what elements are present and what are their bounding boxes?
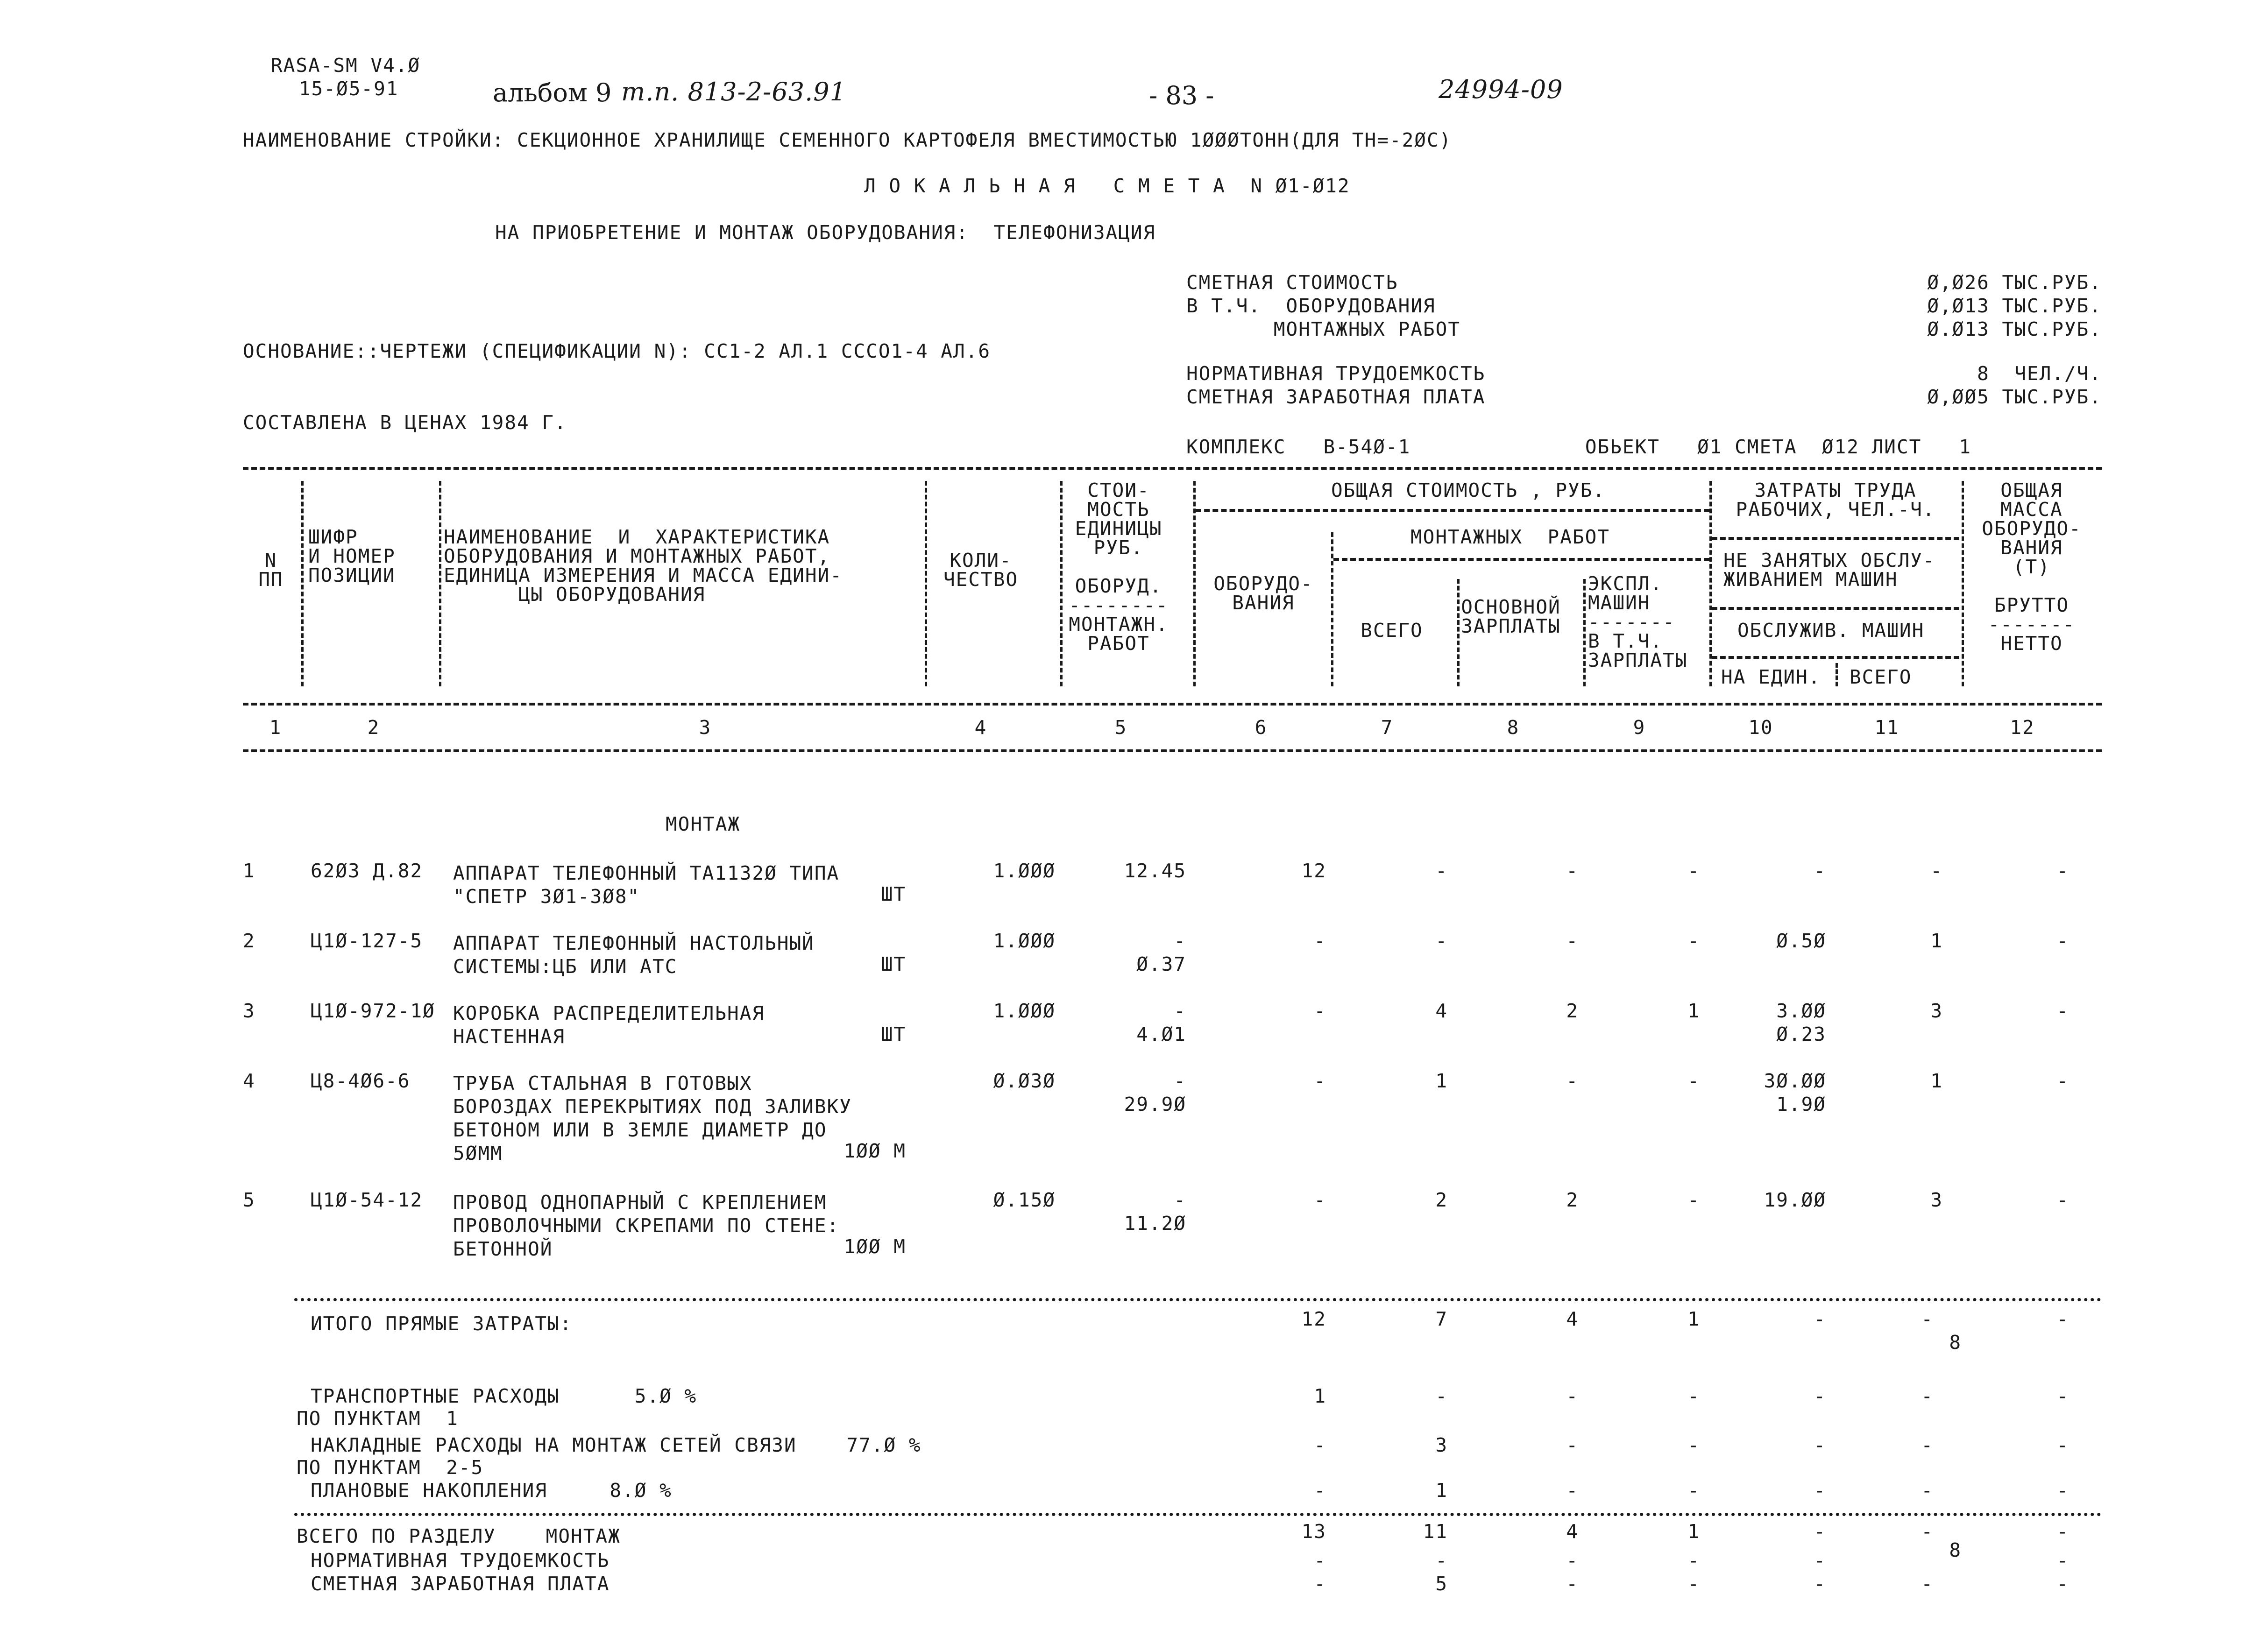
row-c9: - [1687, 860, 1700, 882]
total-c7: 11 [1423, 1520, 1448, 1543]
row-name: АППАРАТ ТЕЛЕФОННЫЙ НАСТОЛЬНЫЙ СИСТЕМЫ:ЦБ ИЛИ АТС [453, 932, 815, 978]
total-label: ПЛАНОВЫЕ НАКОПЛЕНИЯ 8.Ø % [311, 1479, 672, 1502]
row-c6: - [1314, 930, 1326, 952]
row-c10: 3.ØØ [1776, 1000, 1826, 1022]
row-number: 2 [243, 930, 255, 952]
row-price-equipment: - [1174, 1070, 1186, 1092]
total-c8: - [1566, 1549, 1579, 1572]
col-header-servicing: ОБСЛУЖИВ. МАШИН [1737, 619, 1925, 642]
table-row [0, 1191, 2268, 1270]
row-price-mont: 29.9Ø [1124, 1093, 1186, 1115]
row-c7: 2 [1435, 1189, 1448, 1211]
total-c12: - [2056, 1308, 2069, 1330]
col-divider [1193, 481, 1196, 686]
row-c8: 2 [1566, 1189, 1579, 1211]
row-c10b: 1.9Ø [1776, 1093, 1826, 1115]
rule-line [1712, 607, 1959, 610]
column-number: 2 [367, 716, 380, 739]
row-code: Ц1Ø-972-1Ø [311, 1000, 435, 1022]
row-code: Ц1Ø-127-5 [311, 930, 423, 952]
row-c11: - [1930, 860, 1943, 882]
prices-line: СОСТАВЛЕНА В ЦЕНАХ 1984 Г. [243, 411, 567, 434]
row-unit: 1ØØ М [843, 1140, 906, 1162]
program-version: RASA-SM V4.Ø [271, 54, 421, 77]
rule-line [1196, 509, 1709, 512]
col-divider [439, 481, 441, 686]
section-title: МОНТАЖ [666, 813, 741, 835]
row-c10: - [1814, 860, 1826, 882]
total-label: НОРМАТИВНАЯ ТРУДОЕМКОСТЬ [311, 1549, 610, 1572]
col-header-total: ВСЕГО [1361, 619, 1423, 642]
row-c8: - [1566, 860, 1579, 882]
dotted-rule [294, 1513, 2102, 1516]
total-sub-label: ПО ПУНКТАМ 2-5 [297, 1456, 484, 1479]
total-c11-value: 8 [1949, 1331, 1962, 1354]
total-c9: 1 [1687, 1520, 1700, 1543]
row-number: 3 [243, 1000, 255, 1022]
total-c6: - [1314, 1549, 1326, 1572]
row-c12: - [2056, 1189, 2069, 1211]
total-label: СМЕТНАЯ ЗАРАБОТНАЯ ПЛАТА [311, 1573, 610, 1595]
col-header-code: ШИФР И НОМЕР ПОЗИЦИИ [308, 526, 396, 586]
row-price-equipment: 12.45 [1124, 860, 1186, 882]
total-c10: - [1814, 1573, 1826, 1595]
summary-value: 8 ЧЕЛ./Ч. [1977, 362, 2102, 385]
rule-line [243, 703, 2102, 706]
total-c11: - [1921, 1385, 1934, 1407]
row-c6: 12 [1301, 860, 1326, 882]
total-c6: - [1314, 1434, 1326, 1456]
col-divider [1962, 481, 1964, 686]
row-c8: 2 [1566, 1000, 1579, 1022]
column-number: 12 [2010, 716, 2035, 739]
total-c9: 1 [1687, 1308, 1700, 1330]
col-header-n: N ПП [258, 549, 284, 591]
total-c7: 1 [1435, 1479, 1448, 1502]
column-number: 9 [1633, 716, 1646, 739]
row-c7: - [1435, 930, 1448, 952]
total-c12: - [2056, 1573, 2069, 1595]
total-c6: - [1314, 1479, 1326, 1502]
col-header-mass: ОБЩАЯ МАССА ОБОРУДО- ВАНИЯ (Т) БРУТТО ------- НЕТТО [1982, 479, 2082, 655]
row-c7: 4 [1435, 1000, 1448, 1022]
row-c12: - [2056, 930, 2069, 952]
row-c12: - [2056, 860, 2069, 882]
column-number: 5 [1114, 716, 1127, 739]
table-row [0, 1002, 2268, 1067]
row-name: АППАРАТ ТЕЛЕФОННЫЙ ТА1132Ø ТИПА "СПЕТР 3Ø1-3Ø8" [453, 862, 840, 908]
row-c10: Ø.5Ø [1776, 930, 1826, 952]
total-row-norm [0, 1551, 2268, 1574]
total-row-wage [0, 1574, 2268, 1598]
row-number: 5 [243, 1189, 255, 1211]
column-number: 4 [974, 716, 987, 739]
rule-line [1712, 537, 1959, 540]
total-sub-label: ПО ПУНКТАМ 1 [297, 1407, 459, 1430]
row-c8: - [1566, 1070, 1579, 1092]
row-unit: ШТ [881, 953, 906, 975]
total-c10: - [1814, 1308, 1826, 1330]
total-c9: - [1687, 1573, 1700, 1595]
row-code: 62Ø3 Д.82 [311, 860, 423, 882]
column-number: 11 [1874, 716, 1899, 739]
total-c6: 13 [1301, 1520, 1326, 1543]
total-c12: - [2056, 1479, 2069, 1502]
row-unit: ШТ [881, 883, 906, 905]
row-c9: - [1687, 1189, 1700, 1211]
total-c9: - [1687, 1385, 1700, 1407]
row-qty: 1.ØØØ [993, 930, 1056, 952]
col-divider [1709, 481, 1712, 686]
summary-value: Ø.Ø13 ТЫС.РУБ. [1927, 318, 2102, 340]
col-divider [1583, 579, 1586, 686]
row-price-equipment: - [1174, 1189, 1186, 1211]
summary-value: Ø,ØØ5 ТЫС.РУБ. [1927, 386, 2102, 408]
col-header-not-busy: НЕ ЗАНЯТЫХ ОБСЛУ- ЖИВАНИЕМ МАШИН [1723, 549, 1935, 591]
row-c11: 3 [1930, 1000, 1943, 1022]
row-c10: 3Ø.ØØ [1764, 1070, 1826, 1092]
total-c6: - [1314, 1573, 1326, 1595]
total-c9: - [1687, 1549, 1700, 1572]
total-c10: - [1814, 1434, 1826, 1456]
table-row [0, 931, 2268, 997]
col-header-equipment: ОБОРУДО- ВАНИЯ [1213, 572, 1313, 614]
summary-label: НОРМАТИВНАЯ ТРУДОЕМКОСТЬ [1186, 362, 1486, 385]
col-header-unit-price: СТОИ- МОСТЬ ЕДИНИЦЫ РУБ. ОБОРУД. -------- МОНТАЖН. РАБОТ [1069, 479, 1169, 655]
column-number: 6 [1254, 716, 1268, 739]
row-c9: 1 [1687, 1000, 1700, 1022]
row-c6: - [1314, 1000, 1326, 1022]
row-qty: 1.ØØØ [993, 1000, 1056, 1022]
column-number: 8 [1507, 716, 1520, 739]
total-c10: - [1814, 1385, 1826, 1407]
row-c10b: Ø.23 [1776, 1023, 1826, 1045]
row-price-mont: 11.2Ø [1124, 1212, 1186, 1235]
row-price-equipment: - [1174, 1000, 1186, 1022]
row-qty: 1.ØØØ [993, 860, 1056, 882]
col-header-group-labor: ЗАТРАТЫ ТРУДА РАБОЧИХ, ЧЕЛ.-Ч. [1736, 479, 1935, 521]
summary-value: Ø,Ø26 ТЫС.РУБ. [1927, 271, 2102, 294]
table-row [0, 861, 2268, 927]
estimate-subtitle: НА ПРИОБРЕТЕНИЕ И МОНТАЖ ОБОРУДОВАНИЯ: ТЕЛЕФОНИЗАЦИЯ [495, 221, 1156, 244]
row-c7: 1 [1435, 1070, 1448, 1092]
project-number: т.п. 813-2-63.91 [621, 77, 846, 106]
col-divider [1457, 579, 1460, 686]
total-c8: 4 [1566, 1520, 1579, 1543]
row-price-mont: 4.Ø1 [1136, 1023, 1186, 1045]
row-c9: - [1687, 930, 1700, 952]
col-divider [925, 481, 927, 686]
total-row-plan [0, 1481, 2268, 1504]
summary-label: В Т.Ч. ОБОРУДОВАНИЯ [1186, 295, 1436, 317]
column-number: 1 [269, 716, 282, 739]
total-c12: - [2056, 1549, 2069, 1572]
document-code: 24994-09 [1439, 75, 1563, 104]
total-c11: - [1921, 1520, 1934, 1543]
row-qty: Ø.Ø3Ø [993, 1070, 1056, 1092]
total-c7: 5 [1435, 1573, 1448, 1595]
total-label: ТРАНСПОРТНЫЕ РАСХОДЫ 5.Ø % [311, 1385, 697, 1407]
column-number: 7 [1381, 716, 1394, 739]
summary-value: Ø,Ø13 ТЫС.РУБ. [1927, 295, 2102, 317]
total-c11-value: 8 [1949, 1539, 1962, 1561]
total-row-direct [0, 1308, 2268, 1356]
row-c11: 1 [1930, 1070, 1943, 1092]
row-c11: 3 [1930, 1189, 1943, 1211]
total-c6: 1 [1314, 1385, 1326, 1407]
print-date: 15-Ø5-91 [299, 78, 399, 100]
row-unit: 1ØØ М [843, 1235, 906, 1258]
total-c9: - [1687, 1479, 1700, 1502]
row-code: Ц1Ø-54-12 [311, 1189, 423, 1211]
col-divider [1060, 481, 1063, 686]
col-header-qty: КОЛИ- ЧЕСТВО [943, 549, 1019, 591]
row-unit: ШТ [881, 1023, 906, 1045]
summary-label: СМЕТНАЯ СТОИМОСТЬ [1186, 271, 1398, 294]
row-c12: - [2056, 1070, 2069, 1092]
total-c7: 7 [1435, 1308, 1448, 1330]
total-c7: - [1435, 1549, 1448, 1572]
row-c9: - [1687, 1070, 1700, 1092]
total-c8: - [1566, 1385, 1579, 1407]
estimate-title: Л О К А Л Ь Н А Я С М Е Т А N Ø1-Ø12 [864, 175, 1350, 197]
row-c10: 19.ØØ [1764, 1189, 1826, 1211]
total-c12: - [2056, 1520, 2069, 1543]
dotted-rule [294, 1298, 2102, 1301]
rule-line [1712, 656, 1959, 659]
row-number: 1 [243, 860, 255, 882]
total-c11: - [1921, 1573, 1934, 1595]
total-c6: 12 [1301, 1308, 1326, 1330]
total-c11: - [1921, 1308, 1934, 1330]
col-divider [1836, 663, 1838, 686]
total-c8: - [1566, 1573, 1579, 1595]
total-c12: - [2056, 1434, 2069, 1456]
col-divider [1331, 532, 1333, 686]
construction-title: НАИМЕНОВАНИЕ СТРОЙКИ: СЕКЦИОННОЕ ХРАНИЛИЩЕ СЕМЕННОГО КАРТОФЕЛЯ ВМЕСТИМОСТЬЮ 1ØØØТОНН(ДЛЯ ТН=-2ØС) [243, 129, 1452, 151]
col-header-group-mont: МОНТАЖНЫХ РАБОТ [1410, 526, 1610, 548]
total-label: ВСЕГО ПО РАЗДЕЛУ МОНТАЖ [297, 1525, 621, 1547]
rule-line [243, 467, 2102, 470]
col-header-total-labor: ВСЕГО [1850, 666, 1912, 688]
total-c11: - [1921, 1434, 1934, 1456]
row-c11: 1 [1930, 930, 1943, 952]
row-name: ПРОВОД ОДНОПАРНЫЙ С КРЕПЛЕНИЕМ ПРОВОЛОЧНЫМИ СКРЕПАМИ ПО СТЕНЕ: БЕТОННОЙ [453, 1191, 840, 1261]
table-row [0, 1072, 2268, 1174]
total-c7: 3 [1435, 1434, 1448, 1456]
page-number: - 83 - [1149, 81, 1214, 110]
row-c8: - [1566, 930, 1579, 952]
total-label: ИТОГО ПРЯМЫЕ ЗАТРАТЫ: [311, 1312, 573, 1335]
total-c8: 4 [1566, 1308, 1579, 1330]
row-name: КОРОБКА РАСПРЕДЕЛИТЕЛЬНАЯ НАСТЕННАЯ [453, 1002, 765, 1048]
row-c7: - [1435, 860, 1448, 882]
total-row-transport [0, 1387, 2268, 1429]
row-c6: - [1314, 1070, 1326, 1092]
total-c8: - [1566, 1434, 1579, 1456]
row-code: Ц8-4Ø6-6 [311, 1070, 411, 1092]
row-price-mont: Ø.37 [1136, 953, 1186, 975]
row-qty: Ø.15Ø [993, 1189, 1056, 1211]
total-c12: - [2056, 1385, 2069, 1407]
album-label: альбом 9 [493, 78, 612, 107]
total-c7: - [1435, 1385, 1448, 1407]
row-price-equipment: - [1174, 930, 1186, 952]
summary-label: МОНТАЖНЫХ РАБОТ [1186, 318, 1461, 340]
total-c8: - [1566, 1479, 1579, 1502]
total-c10: - [1814, 1479, 1826, 1502]
row-number: 4 [243, 1070, 255, 1092]
row-c6: - [1314, 1189, 1326, 1211]
col-header-machines: ЭКСПЛ. МАШИН ------- В Т.Ч. ЗАРПЛАТЫ [1588, 572, 1688, 671]
col-divider [301, 481, 304, 686]
total-c10: - [1814, 1520, 1826, 1543]
col-header-per-unit: НА ЕДИН. [1721, 666, 1821, 688]
row-name: ТРУБА СТАЛЬНАЯ В ГОТОВЫХ БОРОЗДАХ ПЕРЕКРЫТИЯХ ПОД ЗАЛИВКУ БЕТОНОМ ИЛИ В ЗЕМЛЕ ДИАМЕТР ДО 5ØММ [453, 1072, 852, 1165]
total-row-overhead [0, 1436, 2268, 1478]
col-header-name: НАИМЕНОВАНИЕ И ХАРАКТЕРИСТИКА ОБОРУДОВАНИЯ И МОНТАЖНЫХ РАБОТ, ЕДИНИЦА ИЗМЕРЕНИЯ И МАССА ЕДИНИ- ЦЫ ОБОРУДОВАНИЯ [444, 526, 843, 606]
column-number: 3 [699, 716, 712, 739]
total-c9: - [1687, 1434, 1700, 1456]
rule-line [1333, 558, 1709, 561]
column-number: 10 [1748, 716, 1773, 739]
total-c10: - [1814, 1549, 1826, 1572]
total-label: НАКЛАДНЫЕ РАСХОДЫ НА МОНТАЖ СЕТЕЙ СВЯЗИ 77.Ø % [311, 1434, 921, 1456]
col-header-group-total: ОБЩАЯ СТОИМОСТЬ , РУБ. [1331, 479, 1606, 501]
col-header-base-wage: ОСНОВНОЙ ЗАРПЛАТЫ [1461, 596, 1561, 637]
row-c12: - [2056, 1000, 2069, 1022]
basis-line: ОСНОВАНИЕ::ЧЕРТЕЖИ (СПЕЦИФИКАЦИИ N): СС1-2 АЛ.1 СССО1-4 АЛ.6 [243, 340, 991, 362]
complex-line: КОМПЛЕКС В-54Ø-1 ОБЬЕКТ Ø1 СМЕТА Ø12 ЛИСТ 1 [1186, 436, 1972, 458]
total-c11: - [1921, 1479, 1934, 1502]
rule-line [243, 749, 2102, 752]
summary-label: СМЕТНАЯ ЗАРАБОТНАЯ ПЛАТА [1186, 386, 1486, 408]
